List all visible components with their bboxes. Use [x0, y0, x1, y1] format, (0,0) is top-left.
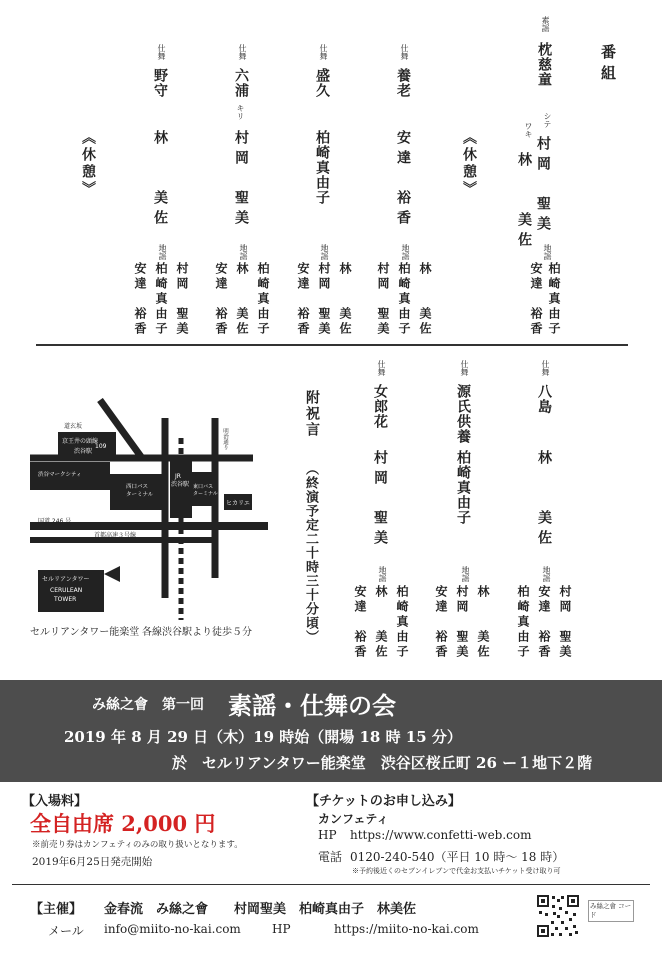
- performer: 林 美佐: [516, 152, 532, 252]
- end-time: （終演予定二十時三十分頃）: [303, 462, 318, 644]
- banner-venue: 於 セルリアンタワー能楽堂 渋谷区桜丘町 26 ー１地下２階: [172, 754, 593, 772]
- piece-type: 仕舞: [157, 44, 166, 60]
- label-inokashira-stn: 渋谷駅: [74, 448, 93, 455]
- admission-release: 2019年6月25日発売開始: [32, 856, 153, 868]
- ji-member: 安達 裕香: [434, 585, 448, 660]
- label-hikarie: ヒカリエ: [226, 500, 250, 507]
- label-west-terminal: ターミナル: [126, 492, 154, 498]
- mail-label: メール: [48, 924, 84, 938]
- banner-datetime: 2019 年 8 月 29 日（木）19 時始（開場 18 時 15 分）: [64, 728, 462, 746]
- break-label: 《休憩》: [80, 130, 96, 198]
- ji-member: 村岡 聖美: [558, 585, 572, 660]
- ji-member: 柏崎真由子: [154, 262, 168, 337]
- label-expressway: 首都高速３号線: [94, 532, 137, 539]
- label-markcity: 渋谷マークシティ: [38, 472, 82, 478]
- label-dogenzaka: 道玄坂: [64, 423, 83, 430]
- piece-title: 八島: [536, 384, 552, 414]
- admission-price: 全自由席 2,000 円: [30, 811, 216, 836]
- map-caption-venue: セルリアンタワー能楽堂: [30, 627, 140, 638]
- waki-role: ワキ: [524, 122, 533, 138]
- piece-title: 源氏供養: [455, 384, 471, 444]
- access-map: [30, 398, 268, 620]
- ji-member: 村岡 聖美: [317, 262, 331, 337]
- label-jr: JR: [175, 473, 181, 480]
- label-tower-en2: TOWER: [54, 596, 77, 603]
- mail-link[interactable]: info@miito-no-kai.com: [104, 922, 241, 936]
- performer: 林 美佐: [152, 130, 168, 230]
- ji-member: 安達 裕香: [214, 262, 228, 337]
- piece-type: 仕舞: [377, 360, 386, 376]
- ji-label: 地謡: [461, 566, 470, 582]
- ji-label: 地謡: [239, 244, 248, 260]
- ji-member: 安達 裕香: [133, 262, 147, 337]
- piece-type: 仕舞: [541, 360, 550, 376]
- closing-title: 附祝言: [304, 390, 320, 438]
- footer-divider: [12, 884, 650, 885]
- ji-member: 林 美佐: [235, 262, 249, 337]
- ji-member: 安達 裕香: [537, 585, 551, 660]
- tickets-tel[interactable]: 0120-240-540（平日 10 時～ 18 時）: [350, 850, 565, 864]
- ji-member: 柏崎真由子: [256, 262, 270, 337]
- admission-label: 【入場料】: [22, 794, 88, 809]
- piece-title: 養老: [395, 68, 411, 98]
- banner-group: み絲之會 第一回: [92, 697, 204, 713]
- piece-type: 仕舞: [319, 44, 328, 60]
- label-west-bus: 西口バス: [126, 484, 149, 490]
- ji-member: 林 美佐: [418, 262, 432, 337]
- performer: 村岡 聖美: [372, 450, 388, 550]
- label-route109: 109: [95, 443, 107, 450]
- performer: 柏崎真由子: [455, 450, 471, 525]
- piece-type: 仕舞: [460, 360, 469, 376]
- ji-member: 柏崎真由子: [395, 585, 409, 660]
- ji-label: 地謡: [158, 244, 167, 260]
- tickets-vendor: カンフェティ: [318, 812, 389, 826]
- banner-title: 素謡・仕舞の会: [228, 691, 396, 720]
- ji-member: 柏崎真由子: [397, 262, 411, 337]
- piece-type: 仕舞: [400, 44, 409, 60]
- ji-member: 安達 裕香: [353, 585, 367, 660]
- label-246: 国道 246 号: [38, 518, 72, 525]
- ji-label: 地謡: [542, 566, 551, 582]
- ji-member: 村岡 聖美: [455, 585, 469, 660]
- label-jr-stn: 渋谷駅: [171, 481, 190, 488]
- label-tower: セルリアンタワー: [42, 576, 90, 583]
- organizer-names: 金春流 み絲之會 村岡聖美 柏崎真由子 林美佐: [104, 902, 417, 917]
- piece-note: キリ: [236, 104, 245, 120]
- event-banner: [0, 680, 662, 782]
- section-divider: [36, 344, 628, 346]
- program-title: 番組: [599, 44, 617, 86]
- tickets-note: ※予約後近くのセブンイレブンで代金お支払いチケット受け取り可: [352, 867, 561, 875]
- tickets-tel-label: 電話: [318, 850, 343, 864]
- ji-member: 林 美佐: [338, 262, 352, 337]
- organizer-hp-label: HP: [272, 922, 291, 936]
- label-tower-en1: CERULEAN: [50, 587, 83, 594]
- organizer-label: 【主催】: [30, 902, 83, 917]
- ji-label: 地謡: [378, 566, 387, 582]
- piece-title: 枕慈童: [536, 42, 552, 87]
- piece-type: 仕舞: [238, 44, 247, 60]
- qr-caption: み絲之會 コード: [588, 900, 634, 922]
- performer: 林 美佐: [536, 450, 552, 550]
- qr-code[interactable]: [535, 893, 581, 939]
- organizer-hp-link[interactable]: https://miito-no-kai.com: [334, 922, 479, 936]
- map-caption-walk: 各線渋谷駅より徒歩５分: [142, 627, 252, 638]
- label-meiji: 明治通り: [222, 428, 228, 450]
- tickets-label: 【チケットのお申し込み】: [306, 794, 461, 809]
- ji-label: 地謡: [401, 244, 410, 260]
- piece-title: 女郎花: [372, 384, 388, 429]
- ji-label: 地謡: [320, 244, 329, 260]
- tower-arrow: [104, 566, 120, 582]
- piece-title: 野守: [152, 68, 168, 98]
- shite-role: シテ: [543, 112, 552, 128]
- tickets-hp-link[interactable]: https://www.confetti-web.com: [350, 828, 532, 842]
- ji-member: 林 美佐: [374, 585, 388, 660]
- piece-title: 六浦: [233, 68, 249, 98]
- ji-member: 林 美佐: [476, 585, 490, 660]
- ji-label: 地謡: [543, 244, 552, 260]
- label-inokashira: 京王井の頭線: [62, 438, 99, 445]
- admission-note: ※前売り券はカンフェティのみの取り扱いとなります。: [32, 840, 243, 850]
- ji-member: 安達 裕香: [296, 262, 310, 337]
- ji-member: 村岡 聖美: [376, 262, 390, 337]
- piece-title: 盛久: [314, 68, 330, 98]
- performer: 安達 裕香: [395, 130, 411, 230]
- piece-type: 素謡: [541, 16, 550, 32]
- ji-member: 柏崎真由子: [516, 585, 530, 660]
- label-east-bus: 東口バス: [193, 484, 214, 490]
- label-east-terminal: ターミナル: [193, 491, 218, 497]
- performer: 村岡 聖美: [535, 136, 551, 236]
- performer: 柏崎真由子: [314, 130, 330, 205]
- ji-member: 村岡 聖美: [175, 262, 189, 337]
- ji-member: 柏崎真由子: [547, 262, 561, 337]
- tickets-hp-label: HP: [318, 828, 337, 842]
- ji-member: 安達 裕香: [529, 262, 543, 337]
- performer: 村岡 聖美: [233, 130, 249, 230]
- break-label: 《休憩》: [461, 130, 477, 198]
